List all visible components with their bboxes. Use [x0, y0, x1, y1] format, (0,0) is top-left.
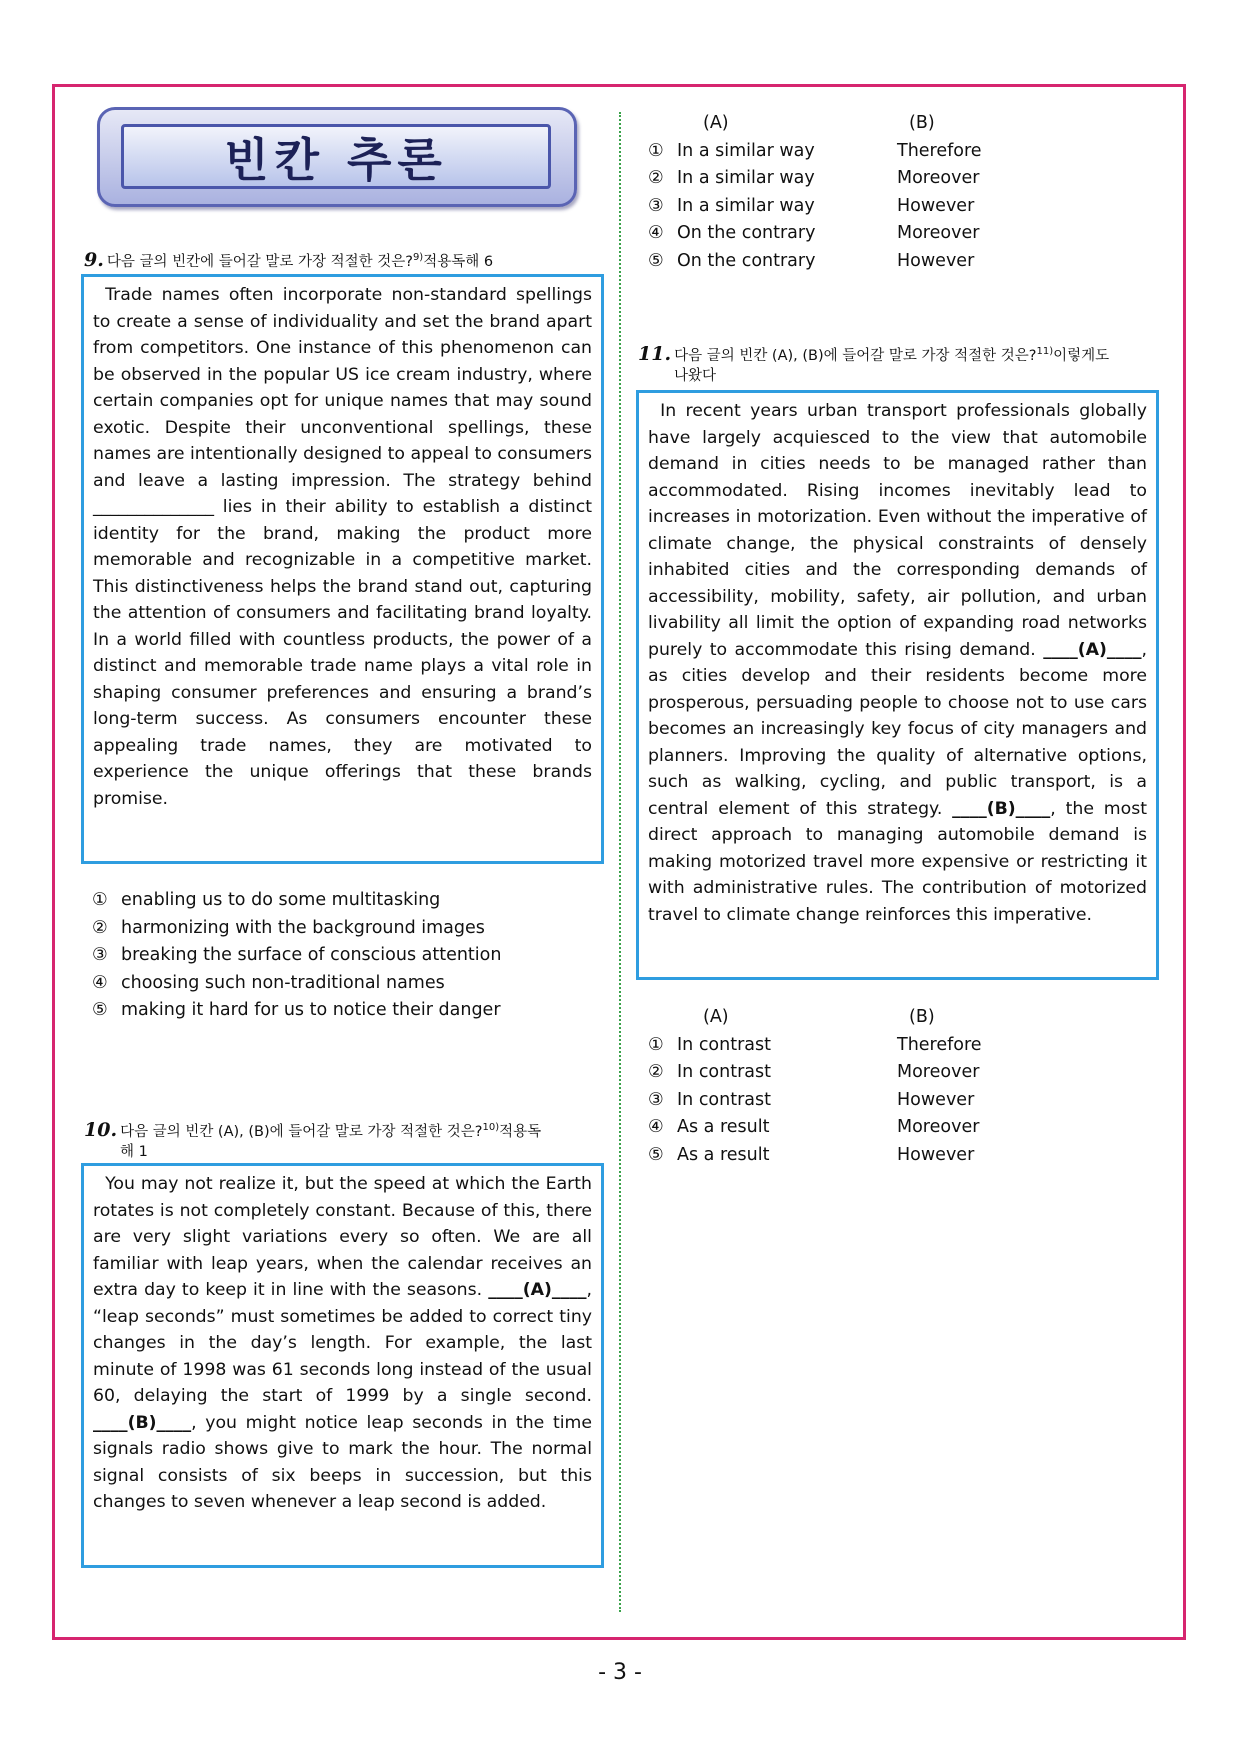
- question-11-blank-a: ____(A)____: [1043, 639, 1142, 660]
- choice-marker: ④: [648, 1117, 664, 1137]
- choice-item[interactable]: [92, 942, 602, 970]
- question-11-number: 11.: [638, 342, 672, 365]
- choice-a: In contrast: [677, 1034, 771, 1055]
- question-10-footnote: 10): [482, 1122, 500, 1133]
- question-10-choices: [648, 110, 1168, 275]
- choice-item[interactable]: [648, 220, 1168, 248]
- question-11-passage-2: , as cities develop and their residents become more prosperous, persuading people to choose not to use cars becomes an increasingly key focus of city managers and planners. Improving the quality of alternative options, such as walking, cycling, and public transport, is a central element of this strategy.: [648, 639, 1147, 819]
- question-9-passage: [93, 282, 592, 812]
- question-11-passage: [648, 398, 1147, 928]
- choice-text: enabling us to do some multitasking: [121, 890, 441, 910]
- choice-marker: ②: [648, 1062, 664, 1082]
- header-b: (B): [909, 1007, 935, 1027]
- page-number: - 3 -: [598, 1660, 642, 1685]
- question-9-footnote: 9): [412, 252, 424, 263]
- question-9-passage-rest: lies in their ability to establish a distinct identity for the brand, making the product more memorable and recognizable in a competitive market. This distinctiveness helps the brand stand out, capturing the attention of consumers and facilitating brand loyalty. In a world filled with countless products, the power of a distinct and memorable trade name plays a vital role in shaping consumer preferences and ensuring a brand’s long-term success. As consumers encounter these appealing trade names, they are motivated to experience the unique offerings that these brands promise.: [93, 497, 592, 809]
- section-title: 빈칸 추론: [224, 132, 448, 187]
- section-title-inner: [121, 124, 551, 189]
- choice-marker: ⑤: [648, 250, 664, 271]
- question-10-passage-3: , you might notice leap seconds in the time signals radio shows give to mark the hour. The normal signal consists of six beeps in succession, but this changes to seven whenever a leap second is added.: [93, 1412, 592, 1512]
- question-11-footnote: 11): [1036, 346, 1054, 357]
- choice-item[interactable]: [648, 1059, 1168, 1087]
- question-10-passage-1: You may not realize it, but the speed at which the Earth rotates is not completely constant. Because of this, there are very slight variations every so often. We are all familiar with leap years, when the calendar receives an extra day to keep it in line with the seasons.: [93, 1174, 592, 1300]
- choice-b: However: [897, 1144, 975, 1165]
- choice-item[interactable]: [648, 165, 1168, 193]
- choice-item[interactable]: [648, 193, 1168, 221]
- question-9-header: [84, 248, 604, 272]
- choice-marker: ⑤: [648, 1144, 664, 1165]
- choice-marker: ④: [92, 972, 108, 993]
- choice-a: On the contrary: [677, 250, 816, 271]
- choice-b: Moreover: [897, 168, 980, 188]
- choice-text: choosing such non-traditional names: [121, 972, 445, 993]
- question-11-source-a: 이렇게도: [1053, 347, 1110, 364]
- choices-header: [648, 110, 1168, 138]
- choice-a: In a similar way: [677, 168, 815, 188]
- question-9-source: 적용독해 6: [423, 253, 494, 270]
- choice-b: However: [897, 195, 975, 216]
- question-11-choices: [648, 1004, 1168, 1169]
- question-10-blank-b: ____(B)____: [93, 1412, 192, 1433]
- choice-marker: ④: [648, 223, 664, 243]
- question-10-passage-box: [81, 1163, 604, 1568]
- choice-item[interactable]: [648, 1142, 1168, 1170]
- header-a: (A): [703, 1007, 729, 1027]
- choice-b: However: [897, 250, 975, 271]
- choice-marker: ①: [648, 140, 664, 161]
- choice-marker: ①: [648, 1034, 664, 1055]
- choice-b: Moreover: [897, 1117, 980, 1137]
- choice-marker: ⑤: [92, 1000, 108, 1020]
- question-10-header: [84, 1118, 609, 1162]
- question-9-passage-text: Trade names often incorporate non-standard spellings to create a sense of individuality and set the brand apart from competitors. One instance of this phenomenon can be observed in the popular US ice cream industry, where certain companies opt for unique names that may sound exotic. Despite their unconventional spellings, these names are intentionally designed to appeal to consumers and leave a lasting impression. The strategy behind: [93, 285, 592, 491]
- choice-text: making it hard for us to notice their danger: [121, 1000, 501, 1020]
- choice-item[interactable]: [648, 138, 1168, 166]
- choice-marker: ②: [648, 168, 664, 188]
- question-9-number: 9.: [84, 248, 104, 271]
- question-10-source-a: 적용독: [499, 1123, 542, 1140]
- choice-a: In contrast: [677, 1089, 771, 1110]
- choice-marker: ③: [92, 945, 108, 965]
- question-10-source-b: 해 1: [120, 1143, 148, 1160]
- choice-marker: ①: [92, 890, 108, 910]
- choice-item[interactable]: [648, 1032, 1168, 1060]
- question-11-passage-box: [636, 390, 1159, 980]
- choice-b: Moreover: [897, 1062, 980, 1082]
- question-11-passage-3: , the most direct approach to managing automobile demand is making motorized travel more expensive or restricting it with administrative rules. The contribution of motorized travel to climate change reinforces this imperative.: [648, 798, 1147, 925]
- choice-b: Moreover: [897, 223, 980, 243]
- choice-item[interactable]: [92, 915, 602, 943]
- question-10-passage-2: , “leap seconds” must sometimes be added to correct tiny changes in the day’s length. For example, the last minute of 1998 was 61 seconds long instead of the usual 60, delaying the start of 1999 by a single second.: [93, 1280, 592, 1406]
- question-11-source-b: 나왔다: [674, 367, 717, 384]
- choice-item[interactable]: [648, 1114, 1168, 1142]
- choice-a: In a similar way: [677, 140, 815, 161]
- choice-text: breaking the surface of conscious attention: [121, 945, 502, 965]
- question-10-number: 10.: [84, 1118, 118, 1141]
- choices-header: [648, 1004, 1168, 1032]
- choice-marker: ③: [648, 1089, 664, 1110]
- choice-b: However: [897, 1089, 975, 1110]
- choice-item[interactable]: [648, 1087, 1168, 1115]
- choice-item[interactable]: [648, 248, 1168, 276]
- header-b: (B): [909, 113, 935, 133]
- column-divider: [619, 112, 621, 1612]
- choice-item[interactable]: [92, 887, 602, 915]
- choice-b: Therefore: [897, 1034, 982, 1055]
- choice-a: In a similar way: [677, 195, 815, 216]
- question-9-passage-box: [81, 274, 604, 864]
- question-11-passage-1: In recent years urban transport professionals globally have largely acquiesced to the view that automobile demand in cities needs to be managed rather than accommodated. Rising incomes inevitably lead to increases in motorization. Even without the imperative of climate change, the physical constraints of densely inhabited cities and the corresponding demands of accessibility, mobility, safety, air pollution, and urban livability all limit the option of expanding road networks purely to accommodate this rising demand.: [648, 401, 1147, 660]
- choice-text: harmonizing with the background images: [121, 917, 485, 938]
- choice-item[interactable]: [92, 997, 602, 1025]
- question-11-blank-b: ____(B)____: [952, 798, 1051, 819]
- choice-b: Therefore: [897, 140, 982, 161]
- question-9-prompt: 다음 글의 빈칸에 들어갈 말로 가장 적절한 것은?: [106, 253, 413, 270]
- question-10-passage: [93, 1171, 592, 1516]
- question-11-prompt: 다음 글의 빈칸 (A), (B)에 들어갈 말로 가장 적절한 것은?: [674, 347, 1037, 364]
- question-10-blank-a: ____(A)____: [488, 1280, 587, 1300]
- choice-a: On the contrary: [677, 223, 816, 243]
- section-title-badge: [97, 107, 577, 207]
- header-a: (A): [703, 113, 729, 133]
- choice-marker: ③: [648, 195, 664, 216]
- question-11-header: [638, 342, 1163, 386]
- question-9-blank: ______________: [93, 497, 214, 517]
- choice-a: As a result: [677, 1144, 770, 1165]
- choice-marker: ②: [92, 917, 108, 938]
- choice-a: As a result: [677, 1117, 770, 1137]
- question-9-choices: [92, 887, 602, 1025]
- choice-a: In contrast: [677, 1062, 771, 1082]
- choice-item[interactable]: [92, 970, 602, 998]
- question-10-prompt: 다음 글의 빈칸 (A), (B)에 들어갈 말로 가장 적절한 것은?: [120, 1123, 483, 1140]
